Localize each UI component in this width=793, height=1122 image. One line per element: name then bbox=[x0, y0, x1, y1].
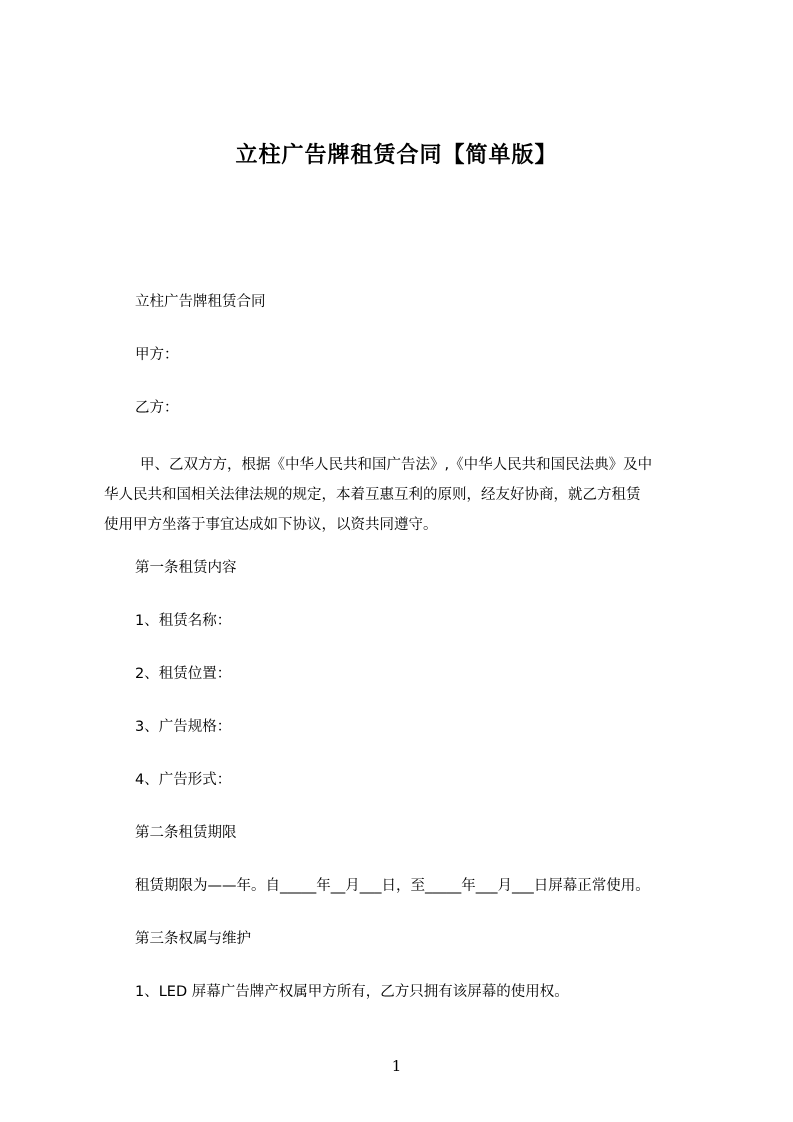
article-2-text: 租赁期限为——年。自_____年__月___日，至_____年___月___日屏幕正常使用。 bbox=[135, 878, 650, 894]
article-1-item: 1、租赁名称： bbox=[135, 613, 232, 629]
intro-line: 使用甲方坐落于事宜达成如下协议，以资共同遵守。 bbox=[104, 517, 438, 533]
article-1-item: 4、广告形式： bbox=[135, 772, 232, 788]
article-1-heading: 第一条租赁内容 bbox=[135, 560, 237, 576]
page-number: 1 bbox=[391, 1057, 402, 1075]
contract-subtitle: 立柱广告牌租赁合同 bbox=[135, 294, 266, 310]
article-1-item: 3、广告规格： bbox=[135, 719, 232, 735]
article-1-item: 2、租赁位置： bbox=[135, 666, 232, 682]
intro-line: 甲、乙双方方，根据《中华人民共和国广告法》,《中华人民共和国民法典》及中 bbox=[140, 457, 653, 473]
document-title: 立柱广告牌租赁合同【简单版】 bbox=[235, 143, 558, 168]
article-3-heading: 第三条权属与维护 bbox=[135, 931, 251, 947]
intro-line: 华人民共和国相关法律法规的规定，本着互惠互利的原则，经友好协商，就乙方租赁 bbox=[104, 487, 641, 503]
article-2-heading: 第二条租赁期限 bbox=[135, 825, 237, 841]
article-3-item: 1、LED 屏幕广告牌产权属甲方所有，乙方只拥有该屏幕的使用权。 bbox=[135, 984, 569, 1000]
intro-paragraph bbox=[104, 450, 704, 540]
party-a-line: 甲方： bbox=[135, 347, 179, 363]
party-b-line: 乙方： bbox=[135, 400, 179, 416]
